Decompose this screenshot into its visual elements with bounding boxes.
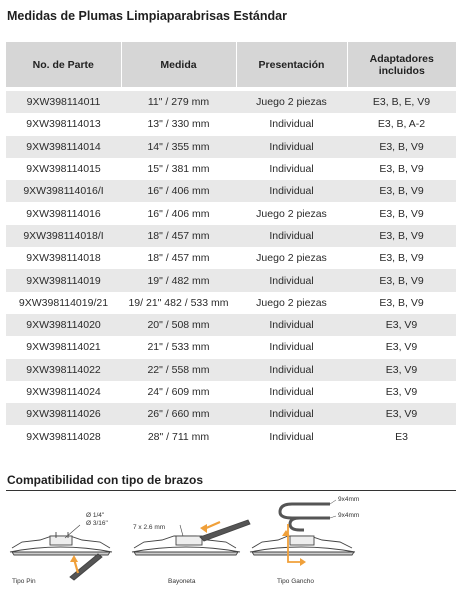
header-adapters: Adaptadores incluidos bbox=[347, 42, 456, 87]
size-cell: 14" / 355 mm bbox=[121, 136, 236, 158]
presentation-cell: Individual bbox=[236, 359, 347, 381]
hook-size-label-2: 9x4mm bbox=[338, 512, 360, 519]
presentation-cell: Individual bbox=[236, 336, 347, 358]
presentation-cell: Individual bbox=[236, 113, 347, 135]
adapters-cell: E3, B, V9 bbox=[347, 269, 456, 291]
bayonet-type-label: Bayoneta bbox=[168, 578, 196, 585]
presentation-cell: Individual bbox=[236, 136, 347, 158]
table-row bbox=[6, 247, 456, 269]
size-cell: 11" / 279 mm bbox=[121, 91, 236, 113]
arm-diagram-svg bbox=[0, 492, 462, 597]
presentation-cell: Individual bbox=[236, 225, 347, 247]
header-presentation: Presentación bbox=[236, 42, 347, 87]
size-cell: 13" / 330 mm bbox=[121, 113, 236, 135]
part-number-cell: 9XW398114016 bbox=[6, 202, 121, 224]
part-number-cell: 9XW398114019 bbox=[6, 269, 121, 291]
presentation-cell: Individual bbox=[236, 314, 347, 336]
size-cell: 19/ 21" 482 / 533 mm bbox=[121, 292, 236, 314]
arm-compatibility-diagram bbox=[0, 492, 462, 597]
table-row bbox=[6, 403, 456, 425]
table-row bbox=[6, 359, 456, 381]
part-number-cell: 9XW398114026 bbox=[6, 403, 121, 425]
presentation-cell: Individual bbox=[236, 269, 347, 291]
presentation-cell: Individual bbox=[236, 381, 347, 403]
table-row bbox=[6, 225, 456, 247]
size-cell: 16" / 406 mm bbox=[121, 202, 236, 224]
pin-type-label: Tipo Pin bbox=[12, 578, 36, 585]
bayonet-size-label: 7 x 2.6 mm bbox=[133, 524, 166, 531]
adapters-cell: E3, B, V9 bbox=[347, 202, 456, 224]
part-number-cell: 9XW398114011 bbox=[6, 91, 121, 113]
header-part-number: No. de Parte bbox=[6, 42, 121, 87]
pin-size-label-1: Ø 1/4" bbox=[86, 512, 105, 519]
table-row bbox=[6, 180, 456, 202]
pin-type-wiper-illustration bbox=[10, 525, 112, 580]
part-number-cell: 9XW398114019/21 bbox=[6, 292, 121, 314]
adapters-cell: E3, B, V9 bbox=[347, 180, 456, 202]
presentation-cell: Juego 2 piezas bbox=[236, 202, 347, 224]
wiper-sizes-table bbox=[6, 42, 456, 448]
part-number-cell: 9XW398114028 bbox=[6, 425, 121, 447]
size-cell: 19" / 482 mm bbox=[121, 269, 236, 291]
table-row bbox=[6, 336, 456, 358]
adapters-cell: E3, B, A-2 bbox=[347, 113, 456, 135]
hook-type-wiper-illustration bbox=[250, 500, 355, 566]
part-number-cell: 9XW398114022 bbox=[6, 359, 121, 381]
part-number-cell: 9XW398114016/I bbox=[6, 180, 121, 202]
size-cell: 22" / 558 mm bbox=[121, 359, 236, 381]
size-cell: 28" / 711 mm bbox=[121, 425, 236, 447]
presentation-cell: Juego 2 piezas bbox=[236, 247, 347, 269]
adapters-cell: E3, B, V9 bbox=[347, 292, 456, 314]
part-number-cell: 9XW398114014 bbox=[6, 136, 121, 158]
section-divider bbox=[6, 490, 456, 491]
adapters-cell: E3, V9 bbox=[347, 381, 456, 403]
presentation-cell: Individual bbox=[236, 180, 347, 202]
adapters-cell: E3, B, V9 bbox=[347, 247, 456, 269]
table-row bbox=[6, 425, 456, 447]
part-number-cell: 9XW398114024 bbox=[6, 381, 121, 403]
presentation-cell: Juego 2 piezas bbox=[236, 91, 347, 113]
adapters-cell: E3, B, V9 bbox=[347, 158, 456, 180]
presentation-cell: Juego 2 piezas bbox=[236, 292, 347, 314]
presentation-cell: Individual bbox=[236, 158, 347, 180]
table-row bbox=[6, 292, 456, 314]
table-row bbox=[6, 269, 456, 291]
pin-size-label-2: Ø 3/16" bbox=[86, 520, 108, 527]
part-number-cell: 9XW398114015 bbox=[6, 158, 121, 180]
size-cell: 20" / 508 mm bbox=[121, 314, 236, 336]
adapters-cell: E3, V9 bbox=[347, 359, 456, 381]
size-cell: 24" / 609 mm bbox=[121, 381, 236, 403]
adapters-cell: E3, V9 bbox=[347, 403, 456, 425]
hook-type-label: Tipo Gancho bbox=[277, 578, 314, 585]
compatibility-title: Compatibilidad con tipo de brazos bbox=[7, 473, 204, 487]
part-number-cell: 9XW398114021 bbox=[6, 336, 121, 358]
size-cell: 26" / 660 mm bbox=[121, 403, 236, 425]
table-row bbox=[6, 136, 456, 158]
part-number-cell: 9XW398114018/I bbox=[6, 225, 121, 247]
table-row bbox=[6, 91, 456, 113]
part-number-cell: 9XW398114013 bbox=[6, 113, 121, 135]
table-row bbox=[6, 202, 456, 224]
header-size: Medida bbox=[121, 42, 236, 87]
adapters-cell: E3, B, E, V9 bbox=[347, 91, 456, 113]
table-row bbox=[6, 314, 456, 336]
size-cell: 18" / 457 mm bbox=[121, 225, 236, 247]
adapters-cell: E3, V9 bbox=[347, 336, 456, 358]
table-row bbox=[6, 381, 456, 403]
adapters-cell: E3 bbox=[347, 425, 456, 447]
part-number-cell: 9XW398114018 bbox=[6, 247, 121, 269]
size-cell: 18" / 457 mm bbox=[121, 247, 236, 269]
adapters-cell: E3, B, V9 bbox=[347, 225, 456, 247]
adapters-cell: E3, V9 bbox=[347, 314, 456, 336]
page-title: Medidas de Plumas Limpiaparabrisas Estándar bbox=[7, 9, 287, 23]
size-cell: 16" / 406 mm bbox=[121, 180, 236, 202]
presentation-cell: Individual bbox=[236, 403, 347, 425]
size-cell: 15" / 381 mm bbox=[121, 158, 236, 180]
part-number-cell: 9XW398114020 bbox=[6, 314, 121, 336]
table-row bbox=[6, 113, 456, 135]
size-cell: 21" / 533 mm bbox=[121, 336, 236, 358]
adapters-cell: E3, B, V9 bbox=[347, 136, 456, 158]
presentation-cell: Individual bbox=[236, 425, 347, 447]
table-row bbox=[6, 158, 456, 180]
hook-size-label-1: 9x4mm bbox=[338, 496, 360, 503]
